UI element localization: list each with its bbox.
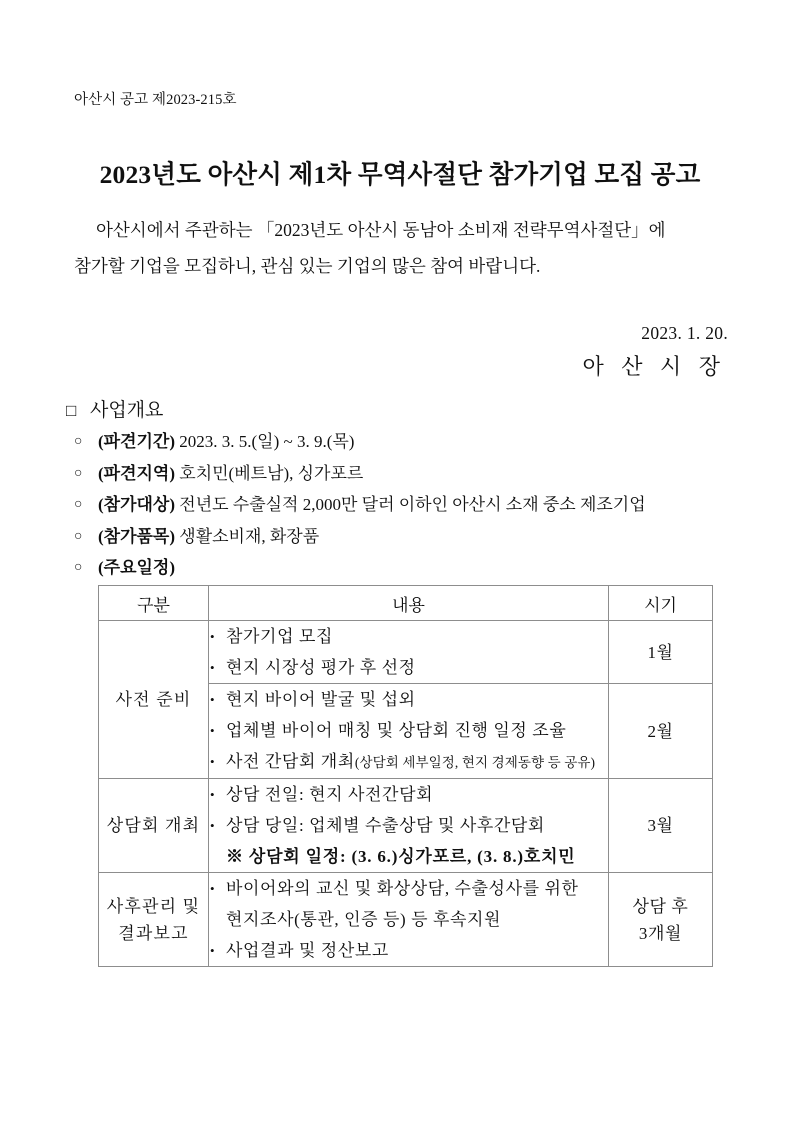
table-header-row [99,586,713,621]
cell-category: 사전 준비 [99,621,209,779]
list-item [66,458,766,490]
bullet-dot-icon: • [210,723,216,738]
column-header-content: 내용 [209,586,609,621]
cell-category-line-2: 결과보고 [118,923,189,943]
cell-content [209,621,609,684]
circle-marker-icon: ○ [74,560,83,575]
table-row [99,621,713,684]
cell-timing-line-1: 상담 후 [632,896,689,916]
list-item-text: 업체별 바이어 매칭 및 상담회 진행 일정 조율 [226,721,567,740]
list-item [66,521,766,553]
bullet-dot-icon: • [210,629,216,644]
table-body [99,621,713,967]
schedule-table [98,585,713,967]
list-item-label: (주요일정) [98,558,176,577]
list-item-note: ※ 상담회 일정: (3. 6.)싱가포르, (3. 8.)호치민 [226,847,576,866]
list-item-label: (참가대상) [98,495,176,514]
cell-timing [609,873,713,967]
content-list [209,684,608,778]
intro-paragraph [74,212,729,284]
content-list [209,621,608,683]
cell-timing: 2월 [609,684,713,779]
list-item-label: (파견기간) [98,432,176,451]
cell-category-line-1: 사후관리 및 [106,896,201,916]
cell-category [99,873,209,967]
list-item-text: 사업결과 및 정산보고 [226,941,389,960]
cell-timing-line-2: 3개월 [638,923,683,943]
content-list [209,873,608,966]
table-row [99,779,713,873]
list-item-text: 사전 간담회 개최 [226,752,355,771]
list-item-value: 2023. 3. 5.(일) ~ 3. 9.(목) [175,432,355,451]
list-item-text: 참가기업 모집 [226,627,333,646]
bullet-dot-icon: • [210,787,216,802]
circle-marker-icon: ○ [74,434,83,449]
section-heading [66,396,766,426]
intro-line-2: 참가할 기업을 모집하니, 관심 있는 기업의 많은 참여 바랍니다. [74,256,541,276]
square-marker-icon: □ [66,401,77,420]
list-item [209,779,608,810]
list-item-value: 호치민(베트남), 싱가포르 [175,463,364,483]
list-item [209,873,608,904]
bullet-dot-icon: • [210,692,216,707]
bullet-dot-icon: • [210,818,216,833]
cell-content [209,684,609,779]
list-item-label: (참가품목) [98,526,176,546]
list-item-label: (파견지역) [98,463,176,483]
doc-number: 아산시 공고 제2023-215호 [74,92,237,108]
list-item-text: 바이어와의 교신 및 화상상담, 수출성사를 위한 [226,879,579,898]
bullet-dot-icon: • [210,943,216,958]
list-item-subtext: (상담회 세부일정, 현지 경제동향 등 공유) [354,755,596,770]
list-item [209,935,608,966]
issue-date: 2023. 1. 20. [641,323,728,343]
list-item [66,489,766,521]
list-item-text: 현지 시장성 평가 후 선정 [226,658,416,677]
intro-line-1: 아산시에서 주관하는 「2023년도 아산시 동남아 소비재 전략무역사절단」에 [96,220,666,240]
list-item-text: 상담 전일: 현지 사전간담회 [226,785,434,804]
column-header-category: 구분 [99,586,209,621]
section-heading-label: 사업개요 [90,400,164,421]
list-item-text: 상담 당일: 업체별 수출상담 및 사후간담회 [226,816,545,835]
overview-section [66,396,766,584]
list-item [209,684,608,715]
list-item [209,746,608,778]
overview-list [66,426,766,584]
cell-content [209,779,609,873]
page-title: 2023년도 아산시 제1차 무역사절단 참가기업 모집 공고 [99,160,701,190]
list-item [209,715,608,746]
signature-block [0,318,728,386]
list-item [209,621,608,652]
cell-timing: 3월 [609,779,713,873]
list-item-value: 전년도 수출실적 2,000만 달러 이하인 아산시 소재 중소 제조기업 [175,495,646,514]
schedule-table-container [98,585,712,967]
list-item [66,426,766,458]
cell-timing: 1월 [609,621,713,684]
circle-marker-icon: ○ [74,497,83,512]
column-header-timing: 시기 [609,586,713,621]
list-item-value: 생활소비재, 화장품 [175,526,320,546]
list-item [66,552,766,584]
list-item [209,810,608,841]
table-header [99,586,713,621]
circle-marker-icon: ○ [74,528,83,544]
table-row [99,873,713,967]
bullet-dot-icon: • [210,754,216,769]
cell-content [209,873,609,967]
issuer-name: 아 산 시 장 [582,354,726,379]
cell-category: 상담회 개최 [99,779,209,873]
bullet-dot-icon: • [210,881,216,896]
list-item-text: 현지 바이어 발굴 및 섭외 [226,690,416,709]
list-item [209,652,608,683]
content-list [209,779,608,872]
bullet-dot-icon: • [210,660,216,675]
list-item-continuation: 현지조사(통관, 인증 등) 등 후속지원 [226,910,502,929]
circle-marker-icon: ○ [74,465,83,481]
